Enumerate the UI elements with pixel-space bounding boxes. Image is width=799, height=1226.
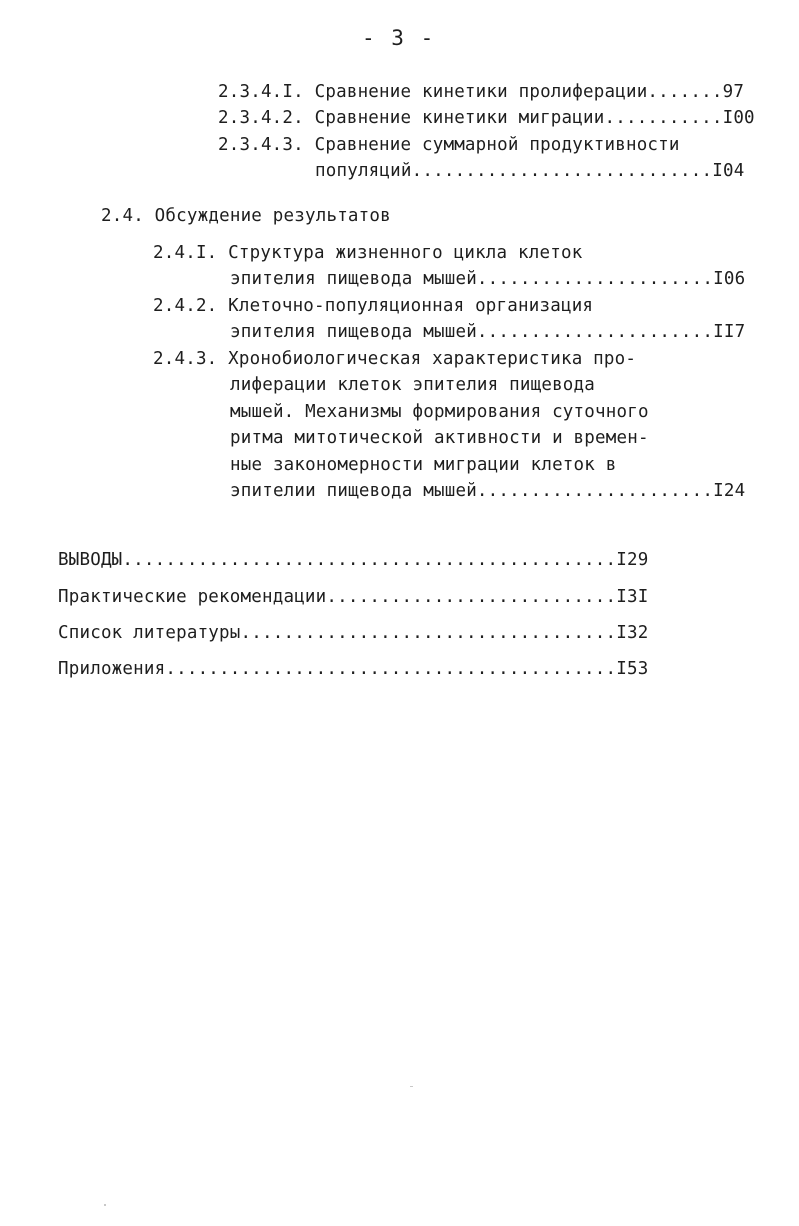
toc-entry-conclusions: ВЫВОДЫ..............................................I29 (58, 550, 649, 570)
toc-entry-2-4-2-cont: эпителия пищевода мышей......................II7 (230, 322, 746, 342)
toc-entry-2-3-4-3: 2.3.4.3. Сравнение суммарной продуктивности (218, 135, 680, 155)
toc-entry-2-4-3-cont-5: эпителии пищевода мышей......................I24 (230, 481, 746, 501)
page-number: - 3 - (362, 26, 436, 50)
toc-entry-recommendations: Практические рекомендации...........................I3I (58, 587, 649, 607)
toc-entry-2-4-3-cont-2: мышей. Механизмы формирования суточного (230, 402, 649, 422)
toc-entry-references: Список литературы...................................I32 (58, 623, 649, 643)
scan-speck (410, 1086, 413, 1087)
toc-entry-2-3-4-1: 2.3.4.I. Сравнение кинетики пролиферации.......97 (218, 82, 745, 102)
scan-speck (104, 1204, 106, 1206)
toc-entry-2-4-1: 2.4.I. Структура жизненного цикла клеток (153, 243, 583, 263)
toc-entry-2-4: 2.4. Обсуждение результатов (101, 206, 391, 226)
toc-entry-2-4-3: 2.4.3. Хронобиологическая характеристика про- (153, 349, 637, 369)
toc-entry-2-3-4-3-cont: популяций............................I04 (315, 161, 745, 181)
toc-entry-2-4-2: 2.4.2. Клеточно-популяционная организация (153, 296, 594, 316)
toc-entry-2-4-3-cont-3: ритма митотической активности и времен- (230, 428, 649, 448)
toc-entry-2-4-1-cont: эпителия пищевода мышей......................I06 (230, 269, 746, 289)
toc-entry-2-4-3-cont-4: ные закономерности миграции клеток в (230, 455, 617, 475)
toc-entry-2-4-3-cont-1: лиферации клеток эпителия пищевода (230, 375, 596, 395)
toc-entry-2-3-4-2: 2.3.4.2. Сравнение кинетики миграции...........I00 (218, 108, 755, 128)
toc-entry-appendices: Приложения..........................................I53 (58, 659, 649, 679)
